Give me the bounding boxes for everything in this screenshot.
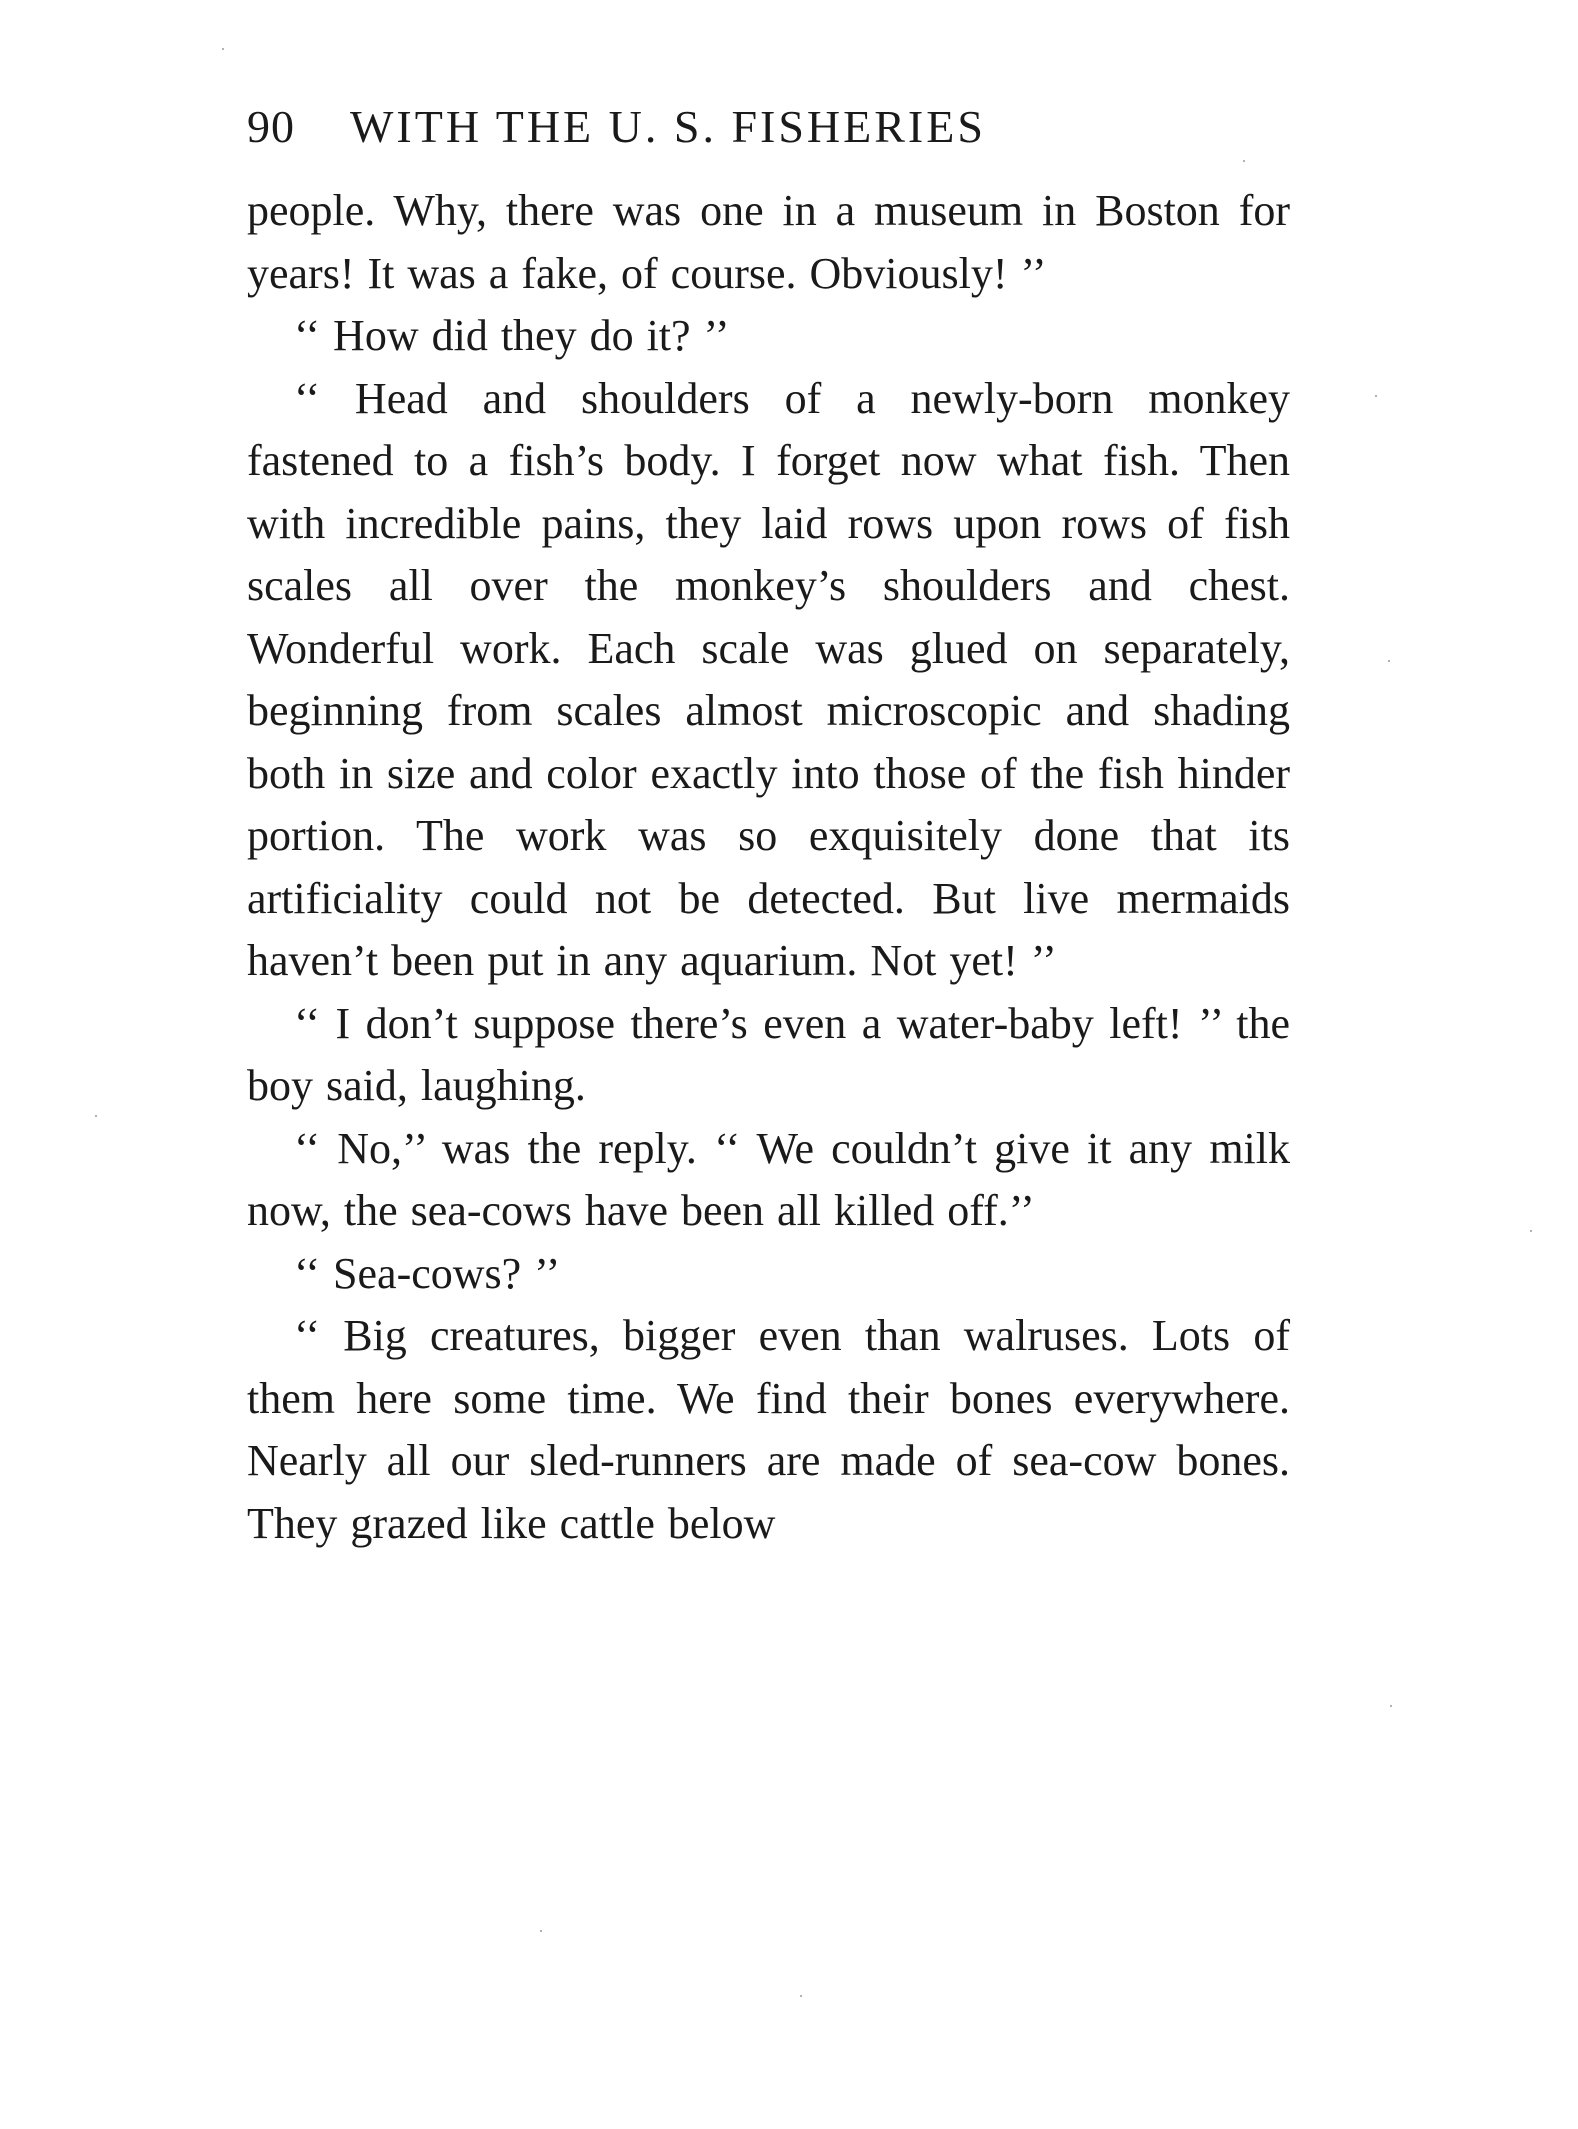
paragraph-sea-cows-description: ‘‘ Big creatures, bigger even than walruses. Lots of them here some time. We find their bones everywhere. Nearly all our sled-runners are made of sea-cow bones. They grazed like cattle below	[247, 1311, 1290, 1548]
paragraph-question-how: ‘‘ How did they do it? ’’	[294, 311, 730, 360]
scan-speck	[1375, 395, 1377, 397]
book-page	[247, 100, 1290, 1555]
scan-speck	[222, 48, 224, 50]
scan-speck	[540, 1930, 542, 1932]
paragraph-reply-milk: ‘‘ No,’’ was the reply. ‘‘ We couldn’t give it any milk now, the sea-cows have been all killed off.’’	[247, 1123, 1290, 1235]
scan-speck	[1390, 1705, 1392, 1707]
scan-speck	[95, 1115, 97, 1117]
paragraph-continued: people. Why, there was one in a museum in Boston for years! It was a fake, of course. Obviously! ’’	[247, 186, 1290, 298]
scan-speck	[800, 1995, 802, 1997]
paragraph-water-baby: ‘‘ I don’t suppose there’s even a water-baby left! ’’ the boy said, laughing.	[247, 998, 1290, 1110]
paragraph-mermaid-description: ‘‘ Head and shoulders of a newly-born monkey fastened to a fish’s body. I forget now what fish. Then with incredible pains, they laid rows upon rows of fish scales all over the monkey’s shoulders and chest. Wonderful work. Each scale was glued on separately, beginning from scales almost microscopic and shading both in size and color exactly into those of the fish hinder portion. The work was so exquisitely done that its artificiality could not be detected. But live mermaids haven’t been put in any aquarium. Not yet! ’’	[247, 373, 1290, 985]
scan-speck	[1243, 160, 1245, 162]
running-head	[247, 100, 1290, 170]
running-title: WITH THE U. S. FISHERIES	[350, 101, 986, 152]
paragraph-question-sea-cows: ‘‘ Sea-cows? ’’	[294, 1248, 561, 1298]
scan-speck	[1388, 660, 1390, 662]
body-text	[247, 180, 1290, 1555]
scan-speck	[1530, 1230, 1532, 1232]
page-number: 90	[247, 101, 295, 152]
